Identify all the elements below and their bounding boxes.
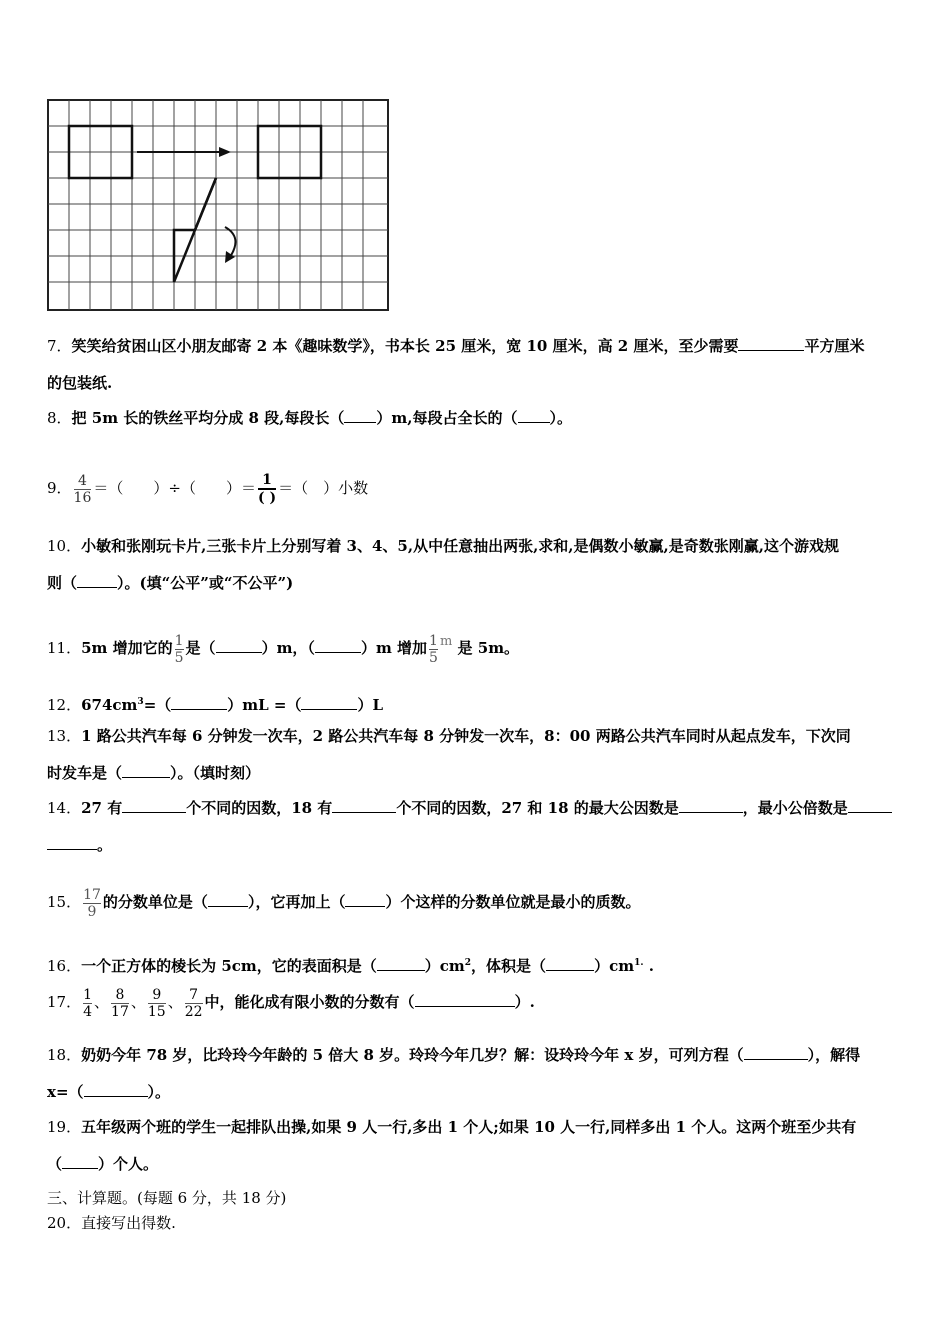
question-8: 8．把 5m 长的铁丝平均分成 8 段,每段长（ ）m,每段占全长的（ ）。 — [47, 409, 573, 427]
fraction-17-9: $\frac{17}{9}$ — [83, 886, 101, 920]
answer-blank[interactable] — [122, 798, 186, 813]
question-16: 16．一个正方体的棱长为 5cm，它的表面积是（ ）$cm^2$，体积是（ ）$cm^{1.}$ . — [47, 957, 654, 975]
question-14-cont: 。 — [47, 835, 907, 855]
question-14: 14．27 有 个不同的因数，18 有 个不同的因数，27 和 18 的最大公因数是 ，最小公倍数是 — [47, 798, 907, 818]
fraction-7-22: $\frac{7}{22}$ — [184, 986, 203, 1020]
fraction-1-blank: $\frac{1}{( )}$ — [257, 472, 277, 506]
question-15: 15． $\frac{17}{9}$ 的分数单位是（ ），它再加上（ ）个这样的分数单位就是最小的质数。 — [47, 886, 641, 920]
question-10-cont: 则（ ）。(填“公平”或“不公平”) — [47, 574, 294, 592]
question-7-cont: 的包装纸. — [47, 374, 113, 392]
question-17: 17． $\frac{1}{4}$ 、 $\frac{8}{17}$ 、 $\frac{9}{15}$ 、 $\frac{7}{22}$ 中，能化成有限小数的分数有（ ）. — [47, 986, 535, 1020]
answer-blank[interactable] — [345, 892, 385, 907]
answer-blank[interactable] — [738, 336, 804, 351]
answer-blank[interactable] — [84, 1082, 148, 1097]
answer-blank[interactable] — [332, 798, 396, 813]
answer-blank[interactable] — [208, 892, 248, 907]
answer-blank[interactable] — [77, 573, 117, 588]
answer-blank[interactable] — [171, 695, 227, 710]
fraction-1-5: $\frac{1}{5}$ — [174, 632, 184, 666]
answer-blank[interactable] — [518, 408, 550, 423]
fraction-4-16: $\frac{4}{16}$ — [73, 472, 92, 506]
answer-blank[interactable] — [122, 763, 170, 778]
question-18: 18．奶奶今年 78 岁，比玲玲今年龄的 5 倍大 8 岁。玲玲今年几岁？解：设玲玲今年 x 岁，可列方程（ ），解得 — [47, 1046, 861, 1064]
question-9: 9． $\frac{4}{16}$ ＝（ ）÷（ ）＝ $\frac{1}{( )}$ ＝（ ）小数 — [47, 472, 369, 506]
section-3-title: 三、计算题。(每题 6 分，共 18 分) — [47, 1189, 287, 1207]
question-10: 10．小敏和张刚玩卡片,三张卡片上分别写着 3、4、5,从中任意抽出两张,求和,是偶数小敏赢,是奇数张刚赢,这个游戏规 — [47, 537, 839, 555]
fraction-8-17: $\frac{8}{17}$ — [111, 986, 129, 1020]
answer-blank[interactable] — [216, 638, 262, 653]
question-12: 12．$674cm^3=$（ ）mL =（ ）L — [47, 696, 384, 714]
answer-blank[interactable] — [377, 956, 425, 971]
question-19-cont: （ ）个人。 — [47, 1155, 159, 1173]
question-7: 7．笑笑给贫困山区小朋友邮寄 2 本《趣味数学》，书本长 25 厘米，宽 10 厘米，高 2 厘米，至少需要 平方厘米 — [47, 337, 865, 355]
fraction-1-4: $\frac{1}{4}$ — [83, 986, 93, 1020]
question-19: 19．五年级两个班的学生一起排队出操,如果 9 人一行,多出 1 个人;如果 10 人一行,同样多出 1 个人。这两个班至少共有 — [47, 1118, 857, 1136]
answer-blank[interactable] — [848, 798, 892, 813]
answer-blank[interactable] — [301, 695, 357, 710]
answer-blank[interactable] — [315, 638, 361, 653]
answer-blank[interactable] — [679, 798, 743, 813]
grid-diagram — [45, 97, 391, 313]
fraction-1-5-second: $\frac{1}{5}$ — [429, 632, 438, 666]
answer-blank[interactable] — [546, 956, 594, 971]
fraction-9-15: $\frac{9}{15}$ — [147, 986, 166, 1020]
question-13-cont: 时发车是（ ）。（填时刻） — [47, 764, 261, 782]
question-13: 13．1 路公共汽车每 6 分钟发一次车，2 路公共汽车每 8 分钟发一次车，8：00 两路公共汽车同时从起点发车，下次同 — [47, 727, 851, 745]
question-20: 20．直接写出得数. — [47, 1214, 176, 1232]
answer-blank[interactable] — [744, 1045, 808, 1060]
answer-blank[interactable] — [415, 992, 515, 1007]
answer-blank[interactable] — [344, 408, 376, 423]
answer-blank[interactable] — [47, 835, 97, 850]
answer-blank[interactable] — [62, 1154, 98, 1169]
question-18-cont: x=（ ）。 — [47, 1083, 171, 1101]
grid-figure — [45, 97, 391, 317]
question-11: 11．5m 增加它的 $\frac{1}{5}$ 是（ ）m，（ ）m 增加 $\frac{1}{5}$ m 是 5m。 — [47, 632, 520, 666]
